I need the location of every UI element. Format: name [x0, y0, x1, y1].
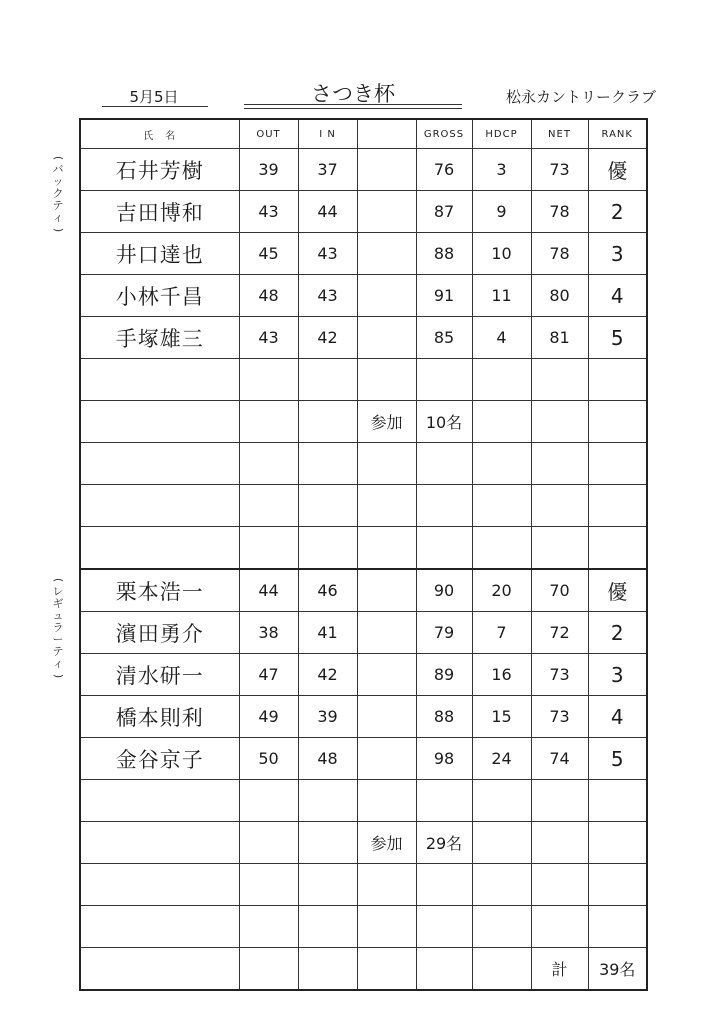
side-char: ギ	[52, 597, 64, 610]
in-score: 41	[298, 612, 357, 654]
rank: 4	[588, 275, 647, 317]
table-row	[80, 191, 647, 233]
empty-row	[80, 780, 647, 822]
gross-score: 85	[416, 317, 472, 359]
handicap: 7	[472, 612, 531, 654]
in-score: 42	[298, 654, 357, 696]
blank-cell	[357, 317, 416, 359]
table-row	[80, 612, 647, 654]
paren-close: )	[51, 673, 65, 679]
table-row	[80, 275, 647, 317]
rank: 優	[588, 569, 647, 612]
side-label-regular-tee	[48, 574, 68, 682]
table-row	[80, 696, 647, 738]
blank-cell	[357, 612, 416, 654]
rank: 5	[588, 317, 647, 359]
net-score: 73	[531, 696, 588, 738]
rank: 3	[588, 233, 647, 275]
gross-score: 79	[416, 612, 472, 654]
blank-cell	[357, 569, 416, 612]
out-score: 39	[239, 149, 298, 191]
handicap: 10	[472, 233, 531, 275]
empty-row	[80, 864, 647, 906]
side-char: ィ	[52, 211, 64, 224]
col-header-out: OUT	[239, 119, 298, 149]
empty-row	[80, 443, 647, 485]
gross-score: 90	[416, 569, 472, 612]
player-name: 小林千昌	[80, 275, 239, 317]
participants-count: 10名	[416, 401, 472, 443]
player-name: 手塚雄三	[80, 317, 239, 359]
player-name: 橋本則利	[80, 696, 239, 738]
gross-score: 91	[416, 275, 472, 317]
event-date: 5月5日	[129, 88, 179, 106]
out-score: 49	[239, 696, 298, 738]
handicap: 11	[472, 275, 531, 317]
col-header-rank: RANK	[588, 119, 647, 149]
gross-score: 88	[416, 696, 472, 738]
club-name: 松永カントリークラブ	[506, 88, 657, 106]
net-score: 78	[531, 191, 588, 233]
in-score: 39	[298, 696, 357, 738]
handicap: 15	[472, 696, 531, 738]
handicap: 24	[472, 738, 531, 780]
player-name: 栗本浩一	[80, 569, 239, 612]
net-score: 70	[531, 569, 588, 612]
out-score: 48	[239, 275, 298, 317]
table-row	[80, 233, 647, 275]
rank: 優	[588, 149, 647, 191]
blank-cell	[357, 654, 416, 696]
in-score: 46	[298, 569, 357, 612]
results-table	[79, 118, 648, 991]
net-score: 73	[531, 149, 588, 191]
col-header-name: 氏 名	[80, 119, 239, 149]
side-char: ッ	[52, 175, 64, 188]
event-title: さつき杯	[311, 82, 395, 106]
in-score: 43	[298, 233, 357, 275]
paren-open: (	[51, 155, 65, 161]
rank: 5	[588, 738, 647, 780]
empty-row	[80, 359, 647, 401]
col-header-blank	[357, 119, 416, 149]
handicap: 4	[472, 317, 531, 359]
player-name: 濱田勇介	[80, 612, 239, 654]
in-score: 42	[298, 317, 357, 359]
in-score: 37	[298, 149, 357, 191]
table-row	[80, 569, 647, 612]
player-name: 井口達也	[80, 233, 239, 275]
out-score: 38	[239, 612, 298, 654]
col-header-hdcp: HDCP	[472, 119, 531, 149]
out-score: 45	[239, 233, 298, 275]
handicap: 3	[472, 149, 531, 191]
gross-score: 87	[416, 191, 472, 233]
table-row	[80, 149, 647, 191]
rank: 2	[588, 191, 647, 233]
empty-row	[80, 906, 647, 948]
title-underline-double	[244, 108, 462, 109]
date-underline	[102, 106, 208, 107]
participants-count: 29名	[416, 822, 472, 864]
blank-cell	[357, 191, 416, 233]
side-label-back-tee	[48, 152, 68, 236]
col-header-gross: GROSS	[416, 119, 472, 149]
participants-row-regular	[80, 822, 647, 864]
empty-row	[80, 527, 647, 570]
player-name: 清水研一	[80, 654, 239, 696]
in-score: 48	[298, 738, 357, 780]
out-score: 50	[239, 738, 298, 780]
net-score: 73	[531, 654, 588, 696]
paren-close: )	[51, 227, 65, 233]
empty-row	[80, 485, 647, 527]
table-header-row	[80, 119, 647, 149]
participants-label: 参加	[357, 822, 416, 864]
side-char: バ	[52, 163, 64, 176]
net-score: 74	[531, 738, 588, 780]
total-label: 計	[531, 948, 588, 991]
handicap: 20	[472, 569, 531, 612]
side-char: レ	[52, 585, 64, 598]
gross-score: 76	[416, 149, 472, 191]
player-name: 石井芳樹	[80, 149, 239, 191]
in-score: 44	[298, 191, 357, 233]
in-score: 43	[298, 275, 357, 317]
table-row	[80, 317, 647, 359]
rank: 2	[588, 612, 647, 654]
total-row	[80, 948, 647, 991]
table-row	[80, 738, 647, 780]
title-underline	[244, 104, 462, 105]
blank-cell	[357, 233, 416, 275]
side-char: ー	[52, 633, 64, 646]
rank: 3	[588, 654, 647, 696]
out-score: 47	[239, 654, 298, 696]
col-header-net: NET	[531, 119, 588, 149]
total-count: 39名	[588, 948, 647, 991]
handicap: 16	[472, 654, 531, 696]
player-name: 吉田博和	[80, 191, 239, 233]
net-score: 80	[531, 275, 588, 317]
out-score: 43	[239, 317, 298, 359]
player-name: 金谷京子	[80, 738, 239, 780]
blank-cell	[357, 149, 416, 191]
side-char: ィ	[52, 657, 64, 670]
out-score: 44	[239, 569, 298, 612]
table-row	[80, 654, 647, 696]
gross-score: 88	[416, 233, 472, 275]
side-char: ク	[52, 187, 64, 200]
paren-open: (	[51, 577, 65, 583]
net-score: 81	[531, 317, 588, 359]
side-char: ュ	[52, 609, 64, 622]
participants-label: 参加	[357, 401, 416, 443]
net-score: 72	[531, 612, 588, 654]
blank-cell	[357, 275, 416, 317]
side-char: テ	[52, 199, 64, 212]
net-score: 78	[531, 233, 588, 275]
rank: 4	[588, 696, 647, 738]
side-char: ラ	[52, 621, 64, 634]
gross-score: 98	[416, 738, 472, 780]
blank-cell	[357, 738, 416, 780]
blank-cell	[357, 696, 416, 738]
out-score: 43	[239, 191, 298, 233]
handicap: 9	[472, 191, 531, 233]
gross-score: 89	[416, 654, 472, 696]
side-char: テ	[52, 645, 64, 658]
col-header-in: I N	[298, 119, 357, 149]
participants-row-back	[80, 401, 647, 443]
